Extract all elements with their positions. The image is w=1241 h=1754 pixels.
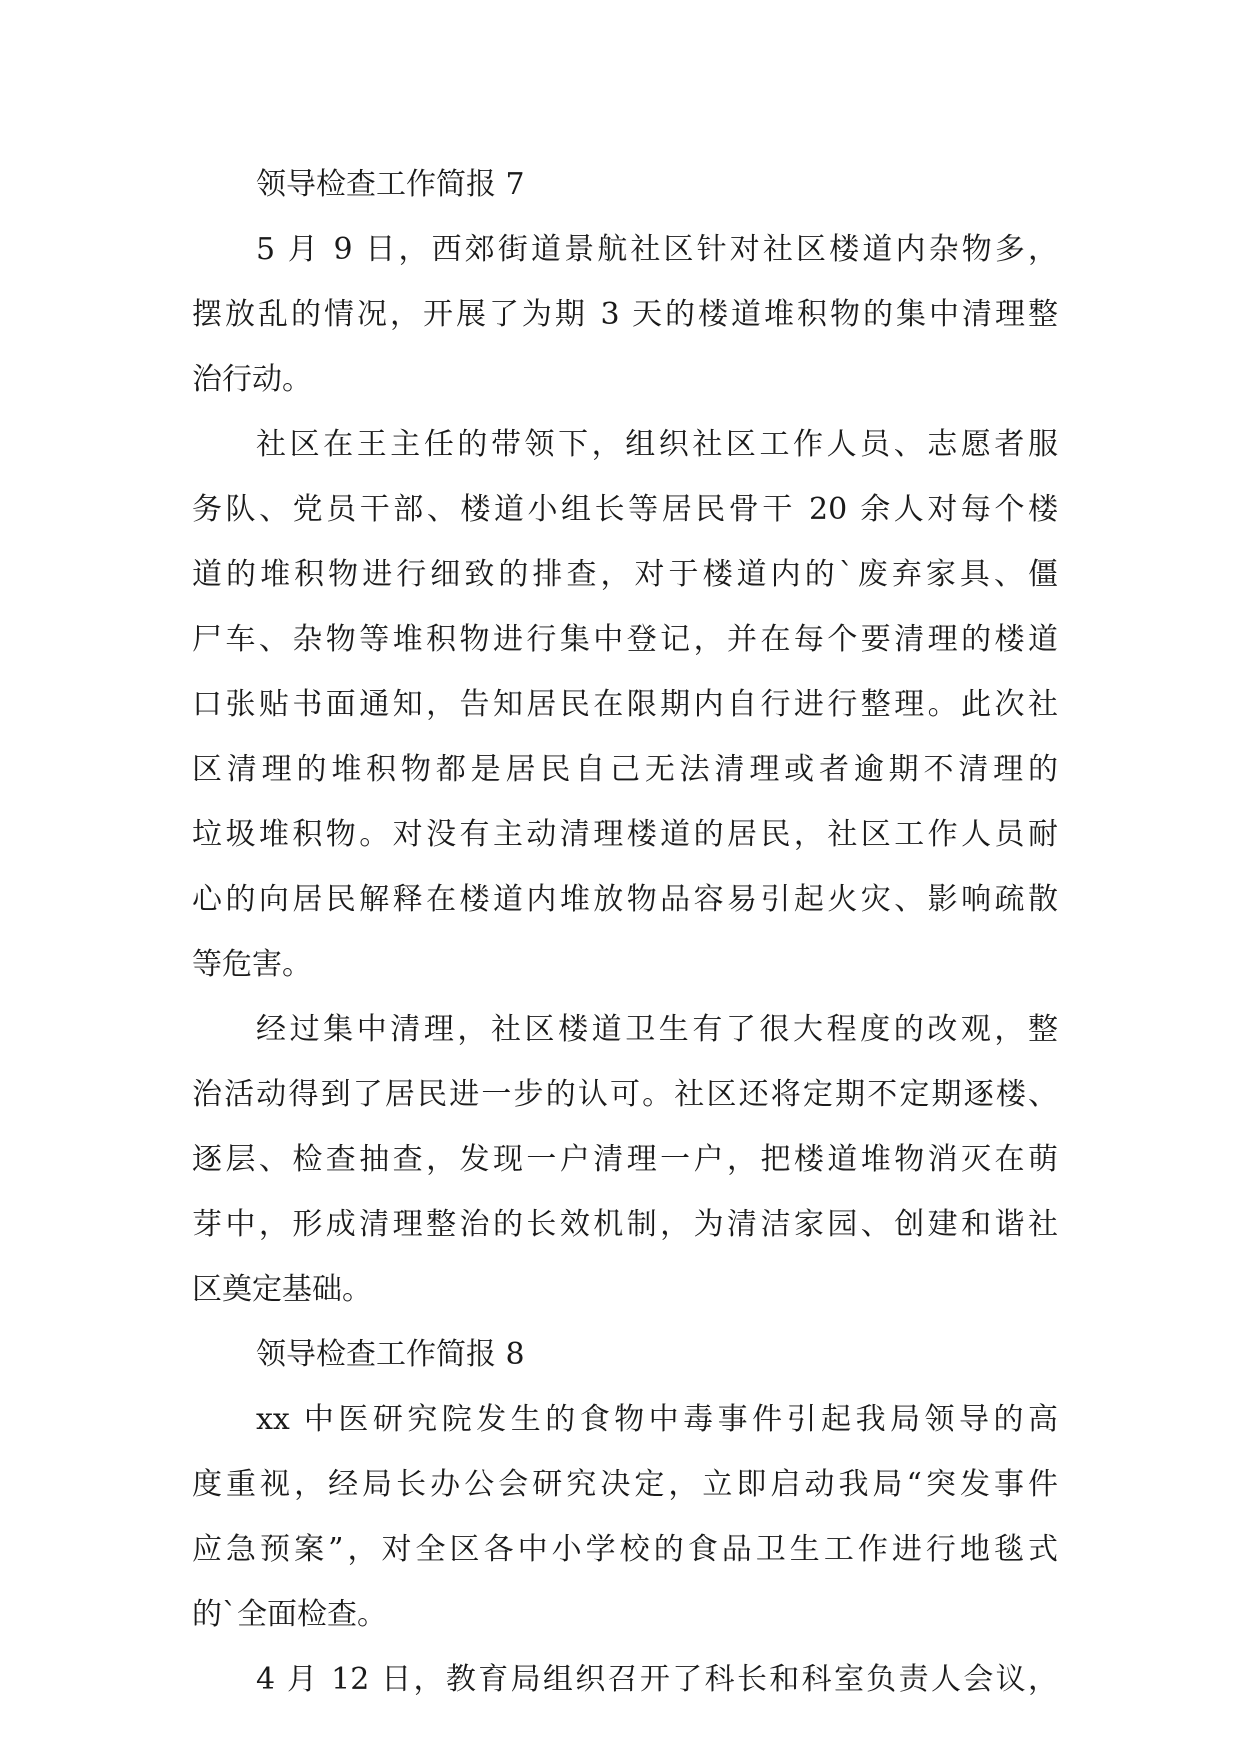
text-line: xx 中医研究院发生的食物中毒事件引起我局领导的高 — [256, 1402, 1058, 1437]
section-heading: 领导检查工作简报 8 — [256, 1337, 525, 1372]
text-line: 5 月 9 日，西郊街道景航社区针对社区楼道内杂物多， — [256, 232, 1058, 267]
text-line: 治活动得到了居民进一步的认可。社区还将定期不定期逐楼、 — [192, 1077, 1058, 1112]
text-line: 应急预案”，对全区各中小学校的食品卫生工作进行地毯式 — [192, 1532, 1058, 1567]
text-line: 区奠定基础。 — [192, 1272, 372, 1307]
paragraph — [192, 1647, 1058, 1712]
text-line: 等危害。 — [192, 947, 312, 982]
text-line: 的`全面检查。 — [192, 1597, 387, 1632]
document-page — [192, 152, 1058, 1712]
text-line: 度重视，经局长办公会研究决定，立即启动我局“突发事件 — [192, 1467, 1058, 1502]
text-line: 道的堆积物进行细致的排查，对于楼道内的`废弃家具、僵 — [192, 557, 1058, 592]
text-line: 社区在王主任的带领下，组织社区工作人员、志愿者服 — [256, 427, 1058, 462]
section-heading: 领导检查工作简报 7 — [256, 167, 525, 202]
paragraph — [192, 217, 1058, 412]
text-line: 务队、党员干部、楼道小组长等居民骨干 20 余人对每个楼 — [192, 492, 1058, 527]
text-line: 口张贴书面通知，告知居民在限期内自行进行整理。此次社 — [192, 687, 1058, 722]
paragraph — [192, 412, 1058, 997]
paragraph — [192, 997, 1058, 1322]
text-line: 尸车、杂物等堆积物进行集中登记，并在每个要清理的楼道 — [192, 622, 1058, 657]
text-line: 逐层、检查抽查，发现一户清理一户，把楼道堆物消灭在萌 — [192, 1142, 1058, 1177]
text-line: 垃圾堆积物。对没有主动清理楼道的居民，社区工作人员耐 — [192, 817, 1058, 852]
text-line: 经过集中清理，社区楼道卫生有了很大程度的改观，整 — [256, 1012, 1058, 1047]
text-line: 区清理的堆积物都是居民自己无法清理或者逾期不清理的 — [192, 752, 1058, 787]
text-line: 治行动。 — [192, 362, 312, 397]
text-line: 芽中，形成清理整治的长效机制，为清洁家园、创建和谐社 — [192, 1207, 1058, 1242]
text-line: 4 月 12 日，教育局组织召开了科长和科室负责人会议， — [256, 1662, 1058, 1697]
text-line: 摆放乱的情况，开展了为期 3 天的楼道堆积物的集中清理整 — [192, 297, 1058, 332]
paragraph — [192, 1387, 1058, 1647]
text-line: 心的向居民解释在楼道内堆放物品容易引起火灾、影响疏散 — [192, 882, 1058, 917]
